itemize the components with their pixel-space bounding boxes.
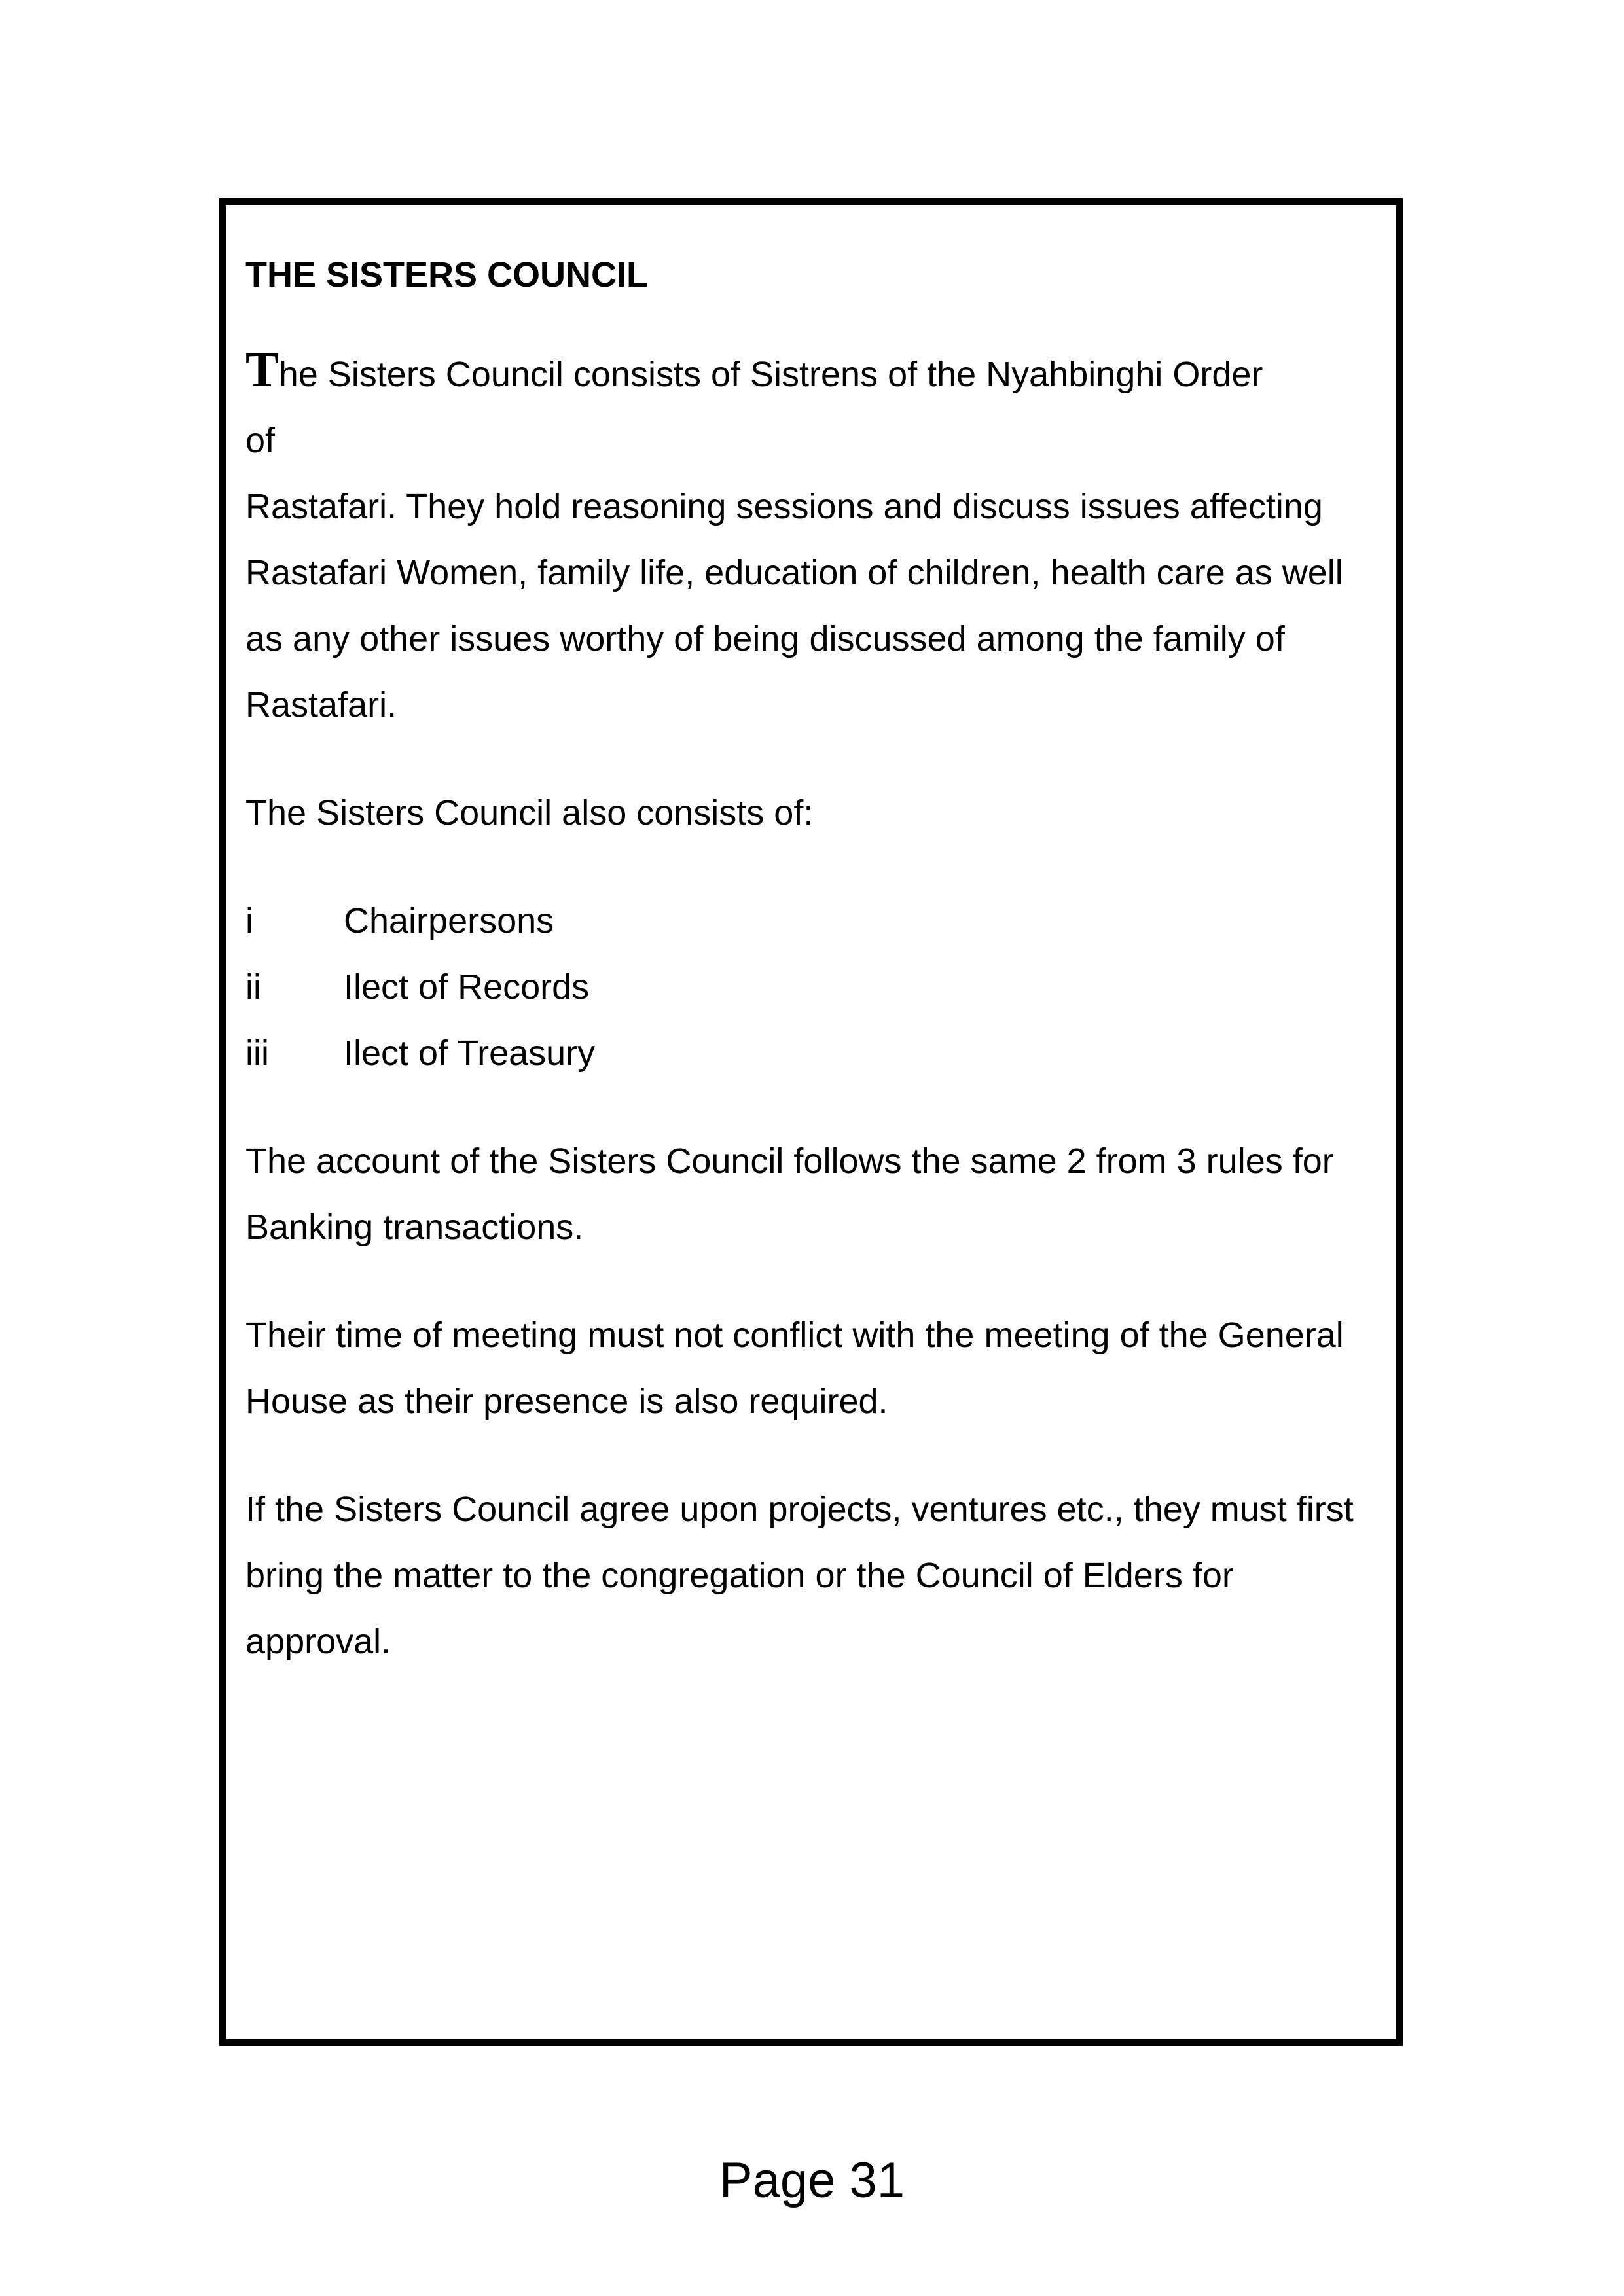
section-heading: THE SISTERS COUNCIL	[245, 255, 649, 295]
list-item	[245, 954, 1384, 1020]
intro-paragraph	[245, 337, 1384, 738]
role-label: Ilect of Records	[344, 967, 590, 1007]
also-consists-paragraph: The Sisters Council also consists of:	[245, 793, 814, 833]
list-item	[245, 888, 1384, 954]
account-paragraph: The account of the Sisters Council follows the same 2 from 3 rules for Banking transactions.	[245, 1141, 1334, 1247]
intro-line-1: he Sisters Council consists of Sistrens of the Nyahbinghi Order	[278, 355, 1263, 394]
role-label: Ilect of Treasury	[344, 1033, 596, 1073]
roles-list	[245, 888, 1384, 1086]
role-numeral: ii	[245, 967, 261, 1007]
document-body	[245, 252, 1384, 1717]
drop-cap: T	[245, 342, 279, 397]
projects-paragraph: If the Sisters Council agree upon projects, ventures etc., they must first bring the matter to the congregation or the Council of Elders for approval.	[245, 1490, 1354, 1661]
meeting-paragraph: Their time of meeting must not conflict with the meeting of the General House as their presence is also required.	[245, 1316, 1344, 1421]
intro-line-2: of	[245, 421, 276, 460]
role-numeral: iii	[245, 1033, 269, 1073]
page-number: Page 31	[719, 2153, 905, 2208]
role-numeral: i	[245, 901, 253, 941]
list-item	[245, 1020, 1384, 1086]
role-label: Chairpersons	[344, 901, 554, 941]
intro-rest: Rastafari. They hold reasoning sessions and discuss issues affecting Rastafari Women, family life, education of children, health care as well as any other issues worthy of being discussed among the family of Rastafari.	[245, 487, 1343, 725]
